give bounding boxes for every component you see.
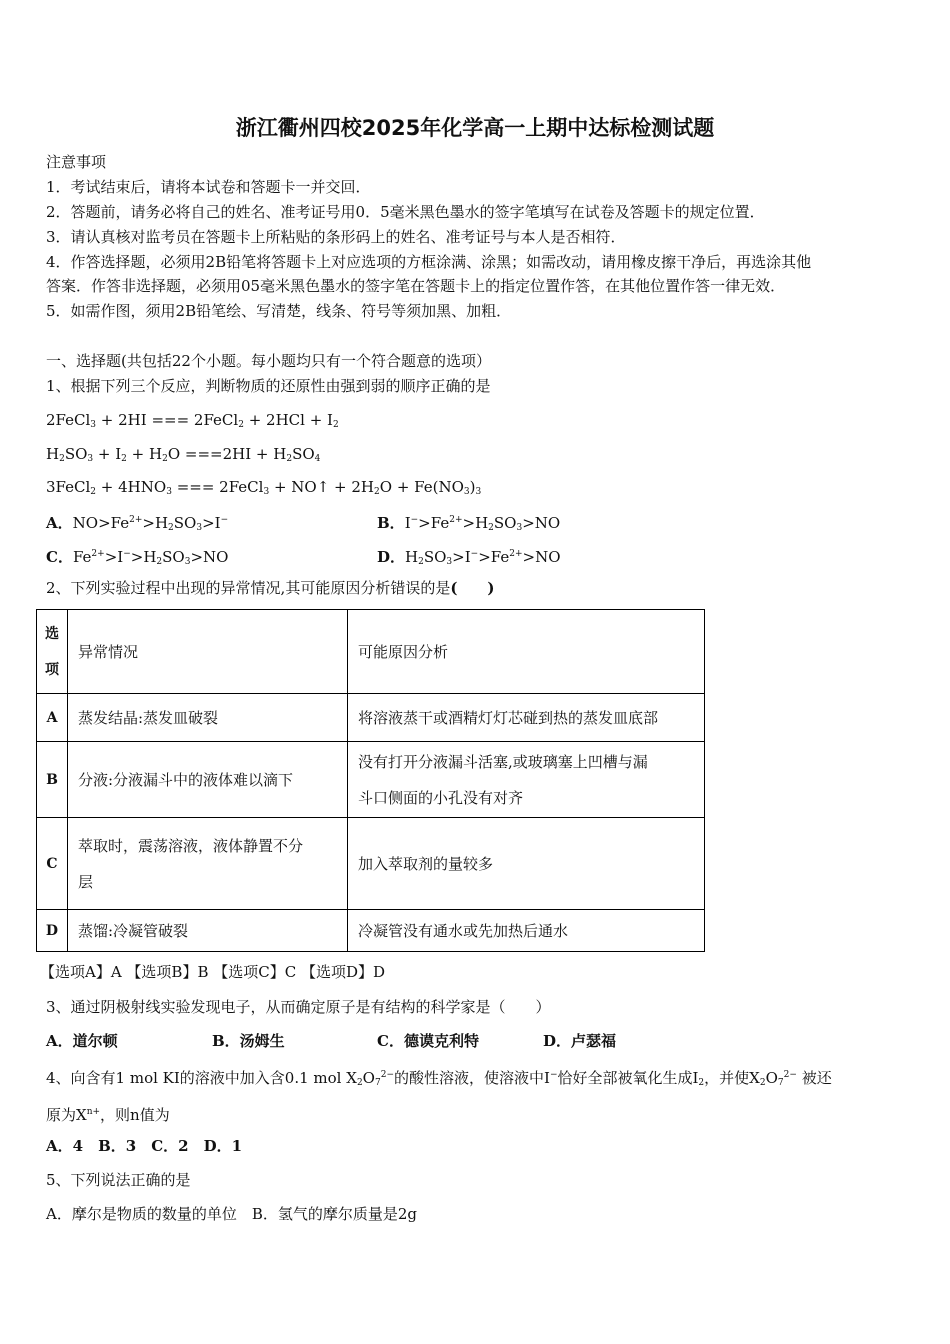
notice-item-4-cont: 答案．作答非选择题，必须用05毫米黑色墨水的签字笔在答题卡上的指定位置作答，在其他位置作答一律无效． bbox=[46, 277, 786, 295]
table-header-row bbox=[37, 610, 705, 694]
header-option: 选 项 bbox=[37, 610, 68, 694]
notice-heading: 注意事项 bbox=[46, 153, 107, 171]
table-row: A 蒸发结晶:蒸发皿破裂 将溶液蒸干或酒精灯灯芯碰到热的蒸发皿底部 bbox=[37, 694, 705, 742]
q2-table bbox=[36, 609, 705, 952]
q2-stem: 2、下列实验过程中出现的异常情况,其可能原因分析错误的是( ) bbox=[46, 579, 495, 597]
q3-stem: 3、通过阴极射线实验发现电子，从而确定原子是有结构的科学家是（ ） bbox=[46, 998, 551, 1016]
q1-equation-3: 3FeCl$_2$ + $4HNO_3$ === 2FeCl$_3$ + NO↑ + $2H_2O + Fe(NO_3)_3$ bbox=[46, 478, 482, 497]
header-situation: 异常情况 bbox=[68, 610, 348, 694]
q4-stem-line-1: 4、向含有1 mol KI的溶液中加入含0.1 mol $X_2O_7^{2-}$的酸性溶液，使溶液中I−恰好全部被氧化生成$I_2$，并使$X_2O_7^{2-}$ 被还 bbox=[46, 1069, 832, 1088]
q5-stem: 5、下列说法正确的是 bbox=[46, 1171, 191, 1189]
q4-options: A．4 B．3 C．2 D．1 bbox=[46, 1137, 243, 1155]
q1-option-d: D．$H_2SO_3>I^->Fe^{2+}>NO$ bbox=[377, 548, 561, 567]
section-heading: 一、选择题(共包括22个小题。每小题均只有一个符合题意的选项） bbox=[46, 352, 491, 370]
table-row: C 萃取时，震荡溶液，液体静置不分 层 加入萃取剂的量较多 bbox=[37, 818, 705, 910]
q1-equation-1: 2FeCl$_3$ + 2HI === 2FeCl$_2$ + $2HCl + I_2$ bbox=[46, 411, 339, 430]
table-row: B 分液:分液漏斗中的液体难以滴下 没有打开分液漏斗活塞,或玻璃塞上凹槽与漏 斗口侧面的小孔没有对齐 bbox=[37, 742, 705, 818]
q5-options: A．摩尔是物质的数量的单位 B．氢气的摩尔质量是2g bbox=[46, 1205, 418, 1223]
q3-option-a: A．道尔顿 bbox=[46, 1032, 118, 1050]
q4-stem-line-2: 原为$X^{n+}$，则n值为 bbox=[46, 1106, 170, 1124]
table-row: D 蒸馏:冷凝管破裂 冷凝管没有通水或先加热后通水 bbox=[37, 910, 705, 952]
q3-option-b: B．汤姆生 bbox=[212, 1032, 285, 1050]
q1-option-b: B．$I^->Fe^{2+}>H_2SO_3>NO$ bbox=[377, 514, 561, 533]
notice-item-4: 4．作答选择题，必须用2B铅笔将答题卡上对应选项的方框涂满、涂黑；如需改动，请用橡皮擦干净后，再选涂其他 bbox=[46, 253, 812, 271]
notice-item-3: 3．请认真核对监考员在答题卡上所粘贴的条形码上的姓名、准考证号与本人是否相符． bbox=[46, 228, 626, 246]
q1-option-a: A．$NO>Fe^{2+}>H_2SO_3>I^-$ bbox=[46, 514, 229, 533]
q1-equation-2: $H_2SO_3 + I_2 + H_2O ===2HI + H_2SO_4$ bbox=[46, 445, 321, 464]
notice-item-5: 5．如需作图，须用2B铅笔绘、写清楚，线条、符号等须加黑、加粗． bbox=[46, 302, 512, 320]
notice-item-1: 1．考试结束后，请将本试卷和答题卡一并交回． bbox=[46, 178, 371, 196]
page-title: 浙江衢州四校2025年化学高一上期中达标检测试题 bbox=[235, 116, 715, 140]
header-reason: 可能原因分析 bbox=[348, 610, 705, 694]
q2-choices: 【选项A】A 【选项B】B 【选项C】C 【选项D】D bbox=[40, 963, 386, 981]
q3-option-c: C．德谟克利特 bbox=[377, 1032, 479, 1050]
notice-item-2: 2．答题前，请务必将自己的姓名、准考证号用0．5毫米黑色墨水的签字笔填写在试卷及答题卡的规定位置． bbox=[46, 203, 765, 221]
q3-option-d: D．卢瑟福 bbox=[543, 1032, 617, 1050]
q1-stem: 1、根据下列三个反应，判断物质的还原性由强到弱的顺序正确的是 bbox=[46, 377, 491, 395]
q1-option-c: C．$Fe^{2+}>I^->H_2SO_3>NO$ bbox=[46, 548, 229, 567]
